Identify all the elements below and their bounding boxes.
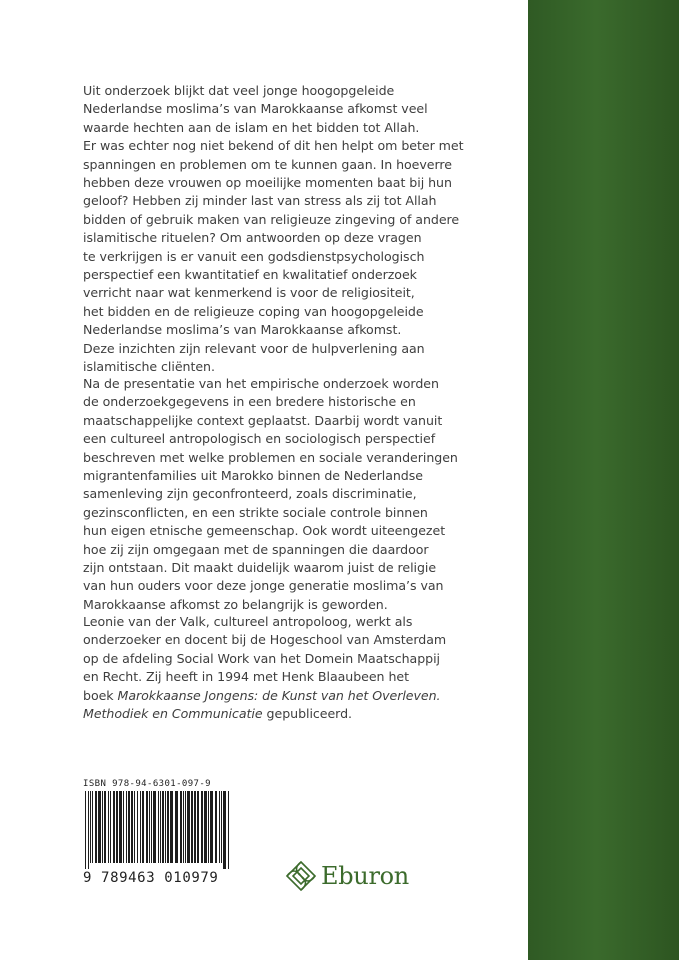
barcode-bar [197,791,199,863]
barcode-bar [228,791,229,869]
paragraph-line: waarde hechten aan de islam en het bidden tot Allah. [83,119,420,135]
barcode-bar [126,791,127,863]
paragraph-line: te verkrijgen is er vanuit een godsdienstpsychologisch [83,248,425,264]
bio-line: op de afdeling Social Work van het Domein Maatschappij [83,650,440,666]
barcode-bars [83,791,233,869]
barcode-bar [167,791,169,863]
barcode-bar [137,791,138,863]
paragraph-line: van hun ouders voor deze jonge generatie moslima’s van [83,578,444,594]
barcode-bar [108,791,109,863]
paragraph-line: beschreven met welke problemen en sociale veranderingen [83,449,458,465]
barcode-bar [153,791,156,863]
barcode-bar [90,791,91,863]
barcode-bar [160,791,161,863]
barcode-bar [151,791,152,863]
paragraph-line: islamitische rituelen? Om antwoorden op deze vragen [83,230,422,246]
paragraph-line: hun eigen etnische gemeenschap. Ook wordt uiteengezet [83,523,446,539]
barcode-bar [140,791,141,863]
barcode-bar [204,791,207,863]
barcode-bar [201,791,203,863]
barcode-bar [162,791,164,863]
publisher-logo [281,856,431,902]
barcode-bar [191,791,193,863]
bio-line: en Recht. Zij heeft in 1994 met Henk Blaaubeen het [83,669,409,685]
paragraph-line: het bidden en de religieuze coping van hoogopgeleide [83,303,424,319]
eburon-knot-logo-icon [281,856,321,902]
barcode-bar [119,791,122,863]
paragraph-line: bidden of gebruik maken van religieuze zingeving of andere [83,211,460,227]
barcode-bar [85,791,86,869]
barcode-bar [110,791,111,863]
barcode-bar [88,791,89,869]
publisher-name: Eburon [321,862,409,890]
paragraph-line: Nederlandse moslima’s van Marokkaanse afkomst. [83,322,402,338]
bio-line: onderzoeker en docent bij de Hogeschool van Amsterdam [83,632,447,648]
barcode-bar [194,791,196,863]
barcode-bar [128,791,130,863]
barcode-bar [180,791,182,863]
barcode-bar [170,791,173,863]
paragraph-line: Uit onderzoek blijkt dat veel jonge hoogopgeleide [83,83,395,98]
barcode-bar [165,791,166,863]
paragraph-line: Nederlandse moslima’s van Marokkaanse afkomst veel [83,101,428,117]
barcode-bar [95,791,97,863]
bio-text: gepubliceerd. [262,706,352,722]
book-subtitle: Methodiek en Communicatie [83,706,263,722]
bio-line-book-title-cont [83,705,483,723]
barcode-bar [149,791,150,863]
paragraph-line: islamitische cliënten. [83,359,215,375]
isbn-label: ISBN 978-94-6301-097-9 [83,779,212,789]
barcode-bar [221,791,222,863]
paragraph-line: de onderzoekgegevens in een bredere historische en [83,394,416,410]
paragraph-line: een cultureel antropologisch en sociologisch perspectief [83,431,436,447]
barcode-bar [134,791,135,863]
barcode-bar [215,791,217,863]
paragraph-line: Na de presentatie van het empirische onderzoek worden [83,376,439,391]
barcode-bar [223,791,226,869]
barcode-bar [98,791,101,863]
paragraph-line: migrantenfamilies uit Marokko binnen de Nederlandse [83,468,423,484]
bio-line: Leonie van der Valk, cultureel antropoloog, werkt als [83,614,413,629]
barcode-bar [210,791,213,863]
book-title: Marokkaanse Jongens: de Kunst van het Overleven. [117,687,441,703]
paragraph-line: hoe zij zijn omgegaan met de spanningen die daardoor [83,541,429,557]
barcode-bar [219,791,220,863]
barcode-bar [158,791,159,863]
barcode-bar [116,791,118,863]
paragraph-line: Deze inzichten zijn relevant voor de hulpverlening aan [83,340,425,356]
paragraph-line: zijn ontstaan. Dit maakt duidelijk waarom juist de religie [83,560,437,576]
barcode-bar [102,791,103,863]
barcode-bar [187,791,190,863]
barcode-bar [131,791,133,863]
paragraph-line: maatschappelijke context geplaatst. Daarbij wordt vanuit [83,412,443,428]
paragraph-line: Er was echter nog niet bekend of dit hen helpt om beter met [83,138,464,154]
bio-text: boek [83,687,118,703]
paragraph-line: Marokkaanse afkomst zo belangrijk is geworden. [83,596,388,612]
barcode-bar [92,791,93,863]
barcode-bar [185,791,186,863]
barcode-bar [113,791,115,863]
barcode-bar [183,791,184,863]
paragraph-line: gezinsconflicten, en een strikte sociale controle binnen [83,504,428,520]
author-bio-paragraph [83,613,483,723]
paragraph-line: spanningen en problemen om te kunnen gaan. In hoeverre [83,156,452,172]
bio-line-book-title [83,687,483,705]
paragraph-line: geloof? Hebben zij minder last van stress als zij tot Allah [83,193,437,209]
barcode-bar [175,791,178,863]
isbn-barcode [83,779,233,886]
barcode-bar [123,791,124,863]
barcode-bar [146,791,148,863]
paragraph-line: verricht naar wat kenmerkend is voor de religiositeit, [83,285,415,301]
barcode-number: 9 789463 010979 [83,870,219,886]
paragraph-line: samenleving zijn geconfronteerd, zoals discriminatie, [83,486,417,502]
green-spine-band [528,0,679,960]
paragraph-line: perspectief een kwantitatief en kwalitatief onderzoek [83,267,417,283]
barcode-bar [104,791,106,863]
description-paragraph-2 [83,375,483,614]
barcode-bar [208,791,209,863]
barcode-bar [142,791,144,863]
description-paragraph-1 [83,82,483,377]
paragraph-line: hebben deze vrouwen op moeilijke momenten baat bij hun [83,175,452,191]
